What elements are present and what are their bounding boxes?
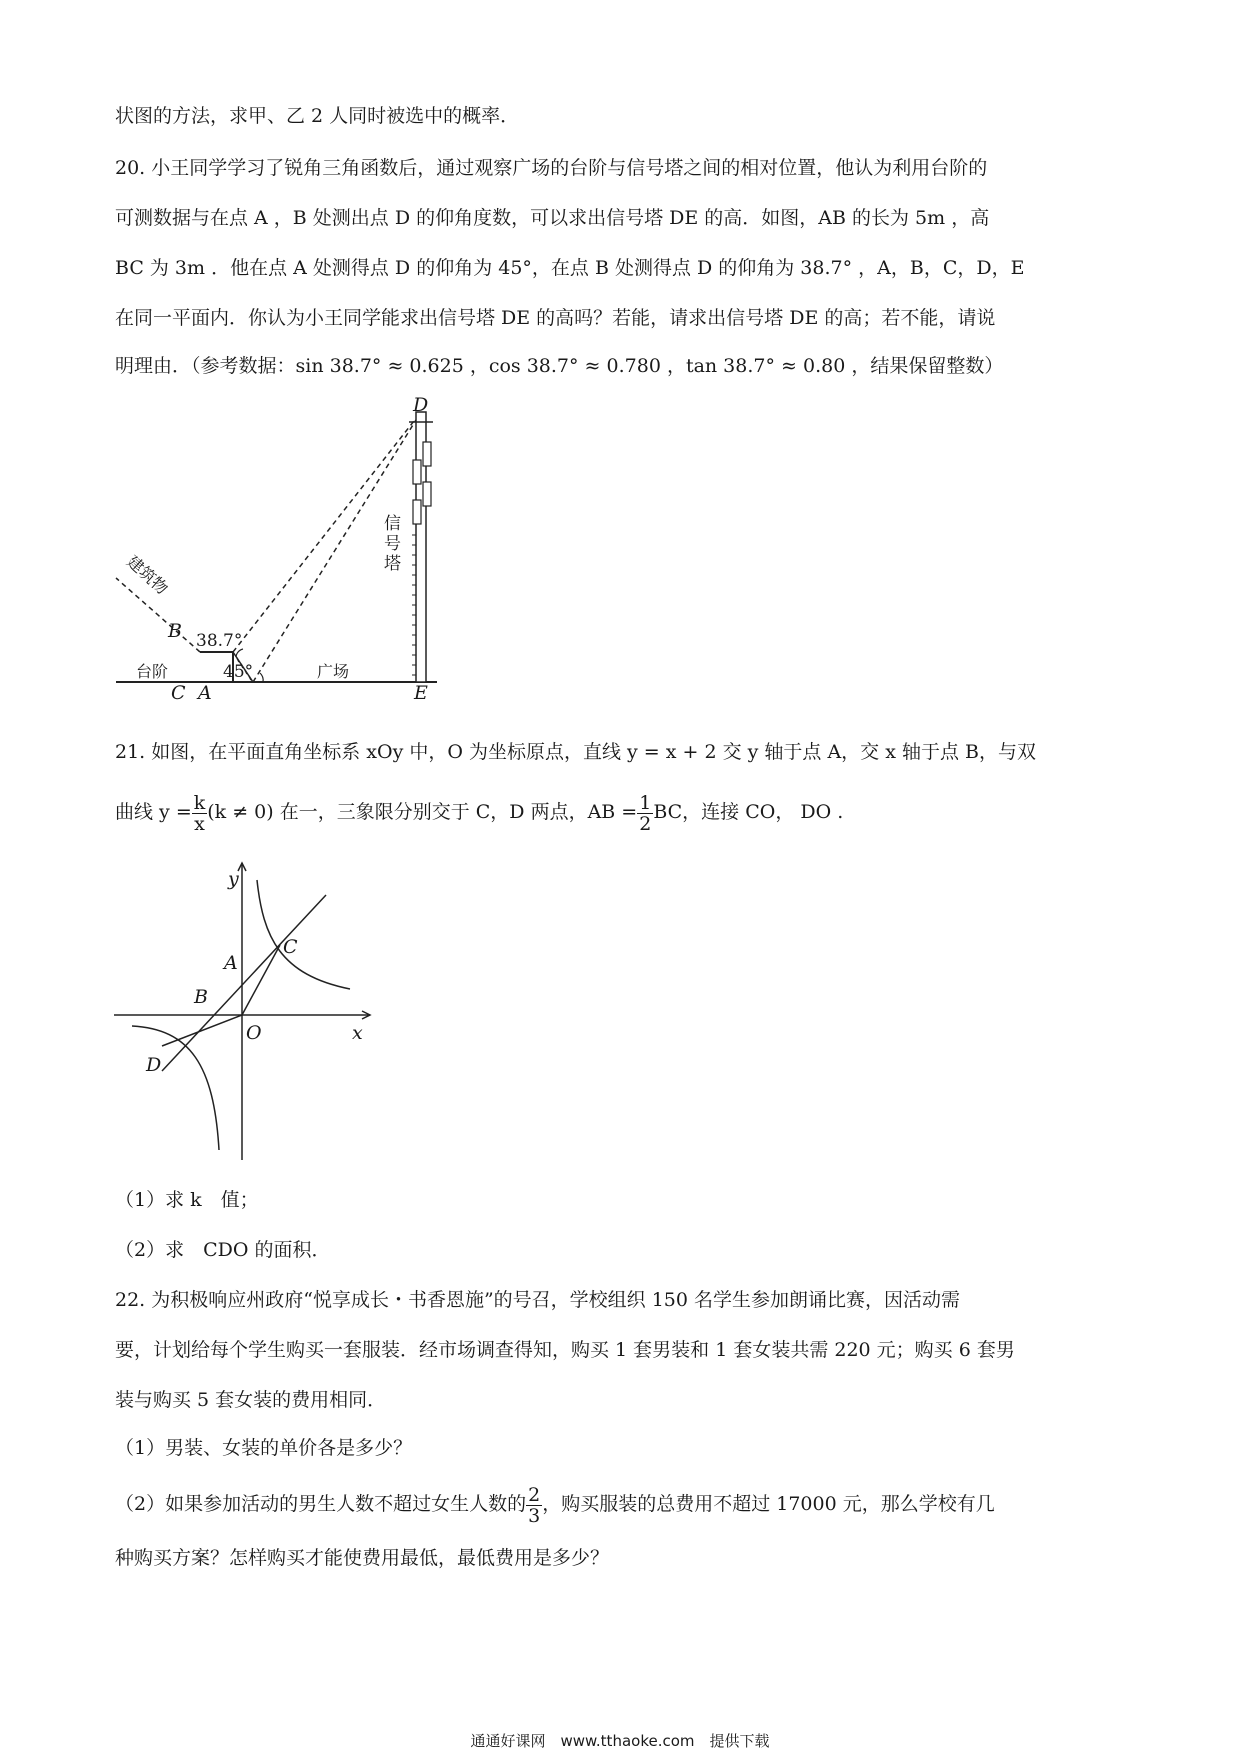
q21-line-1: 21. 如图，在平面直角坐标系 xOy 中，O 为坐标原点，直线 y = x + 2 交 y 轴于点 A，交 x 轴于点 B，与双 [115,741,1036,763]
label-b: B [194,986,208,1008]
label-e: E [414,682,428,704]
q20-line-2: 可测数据与在点 A ，B 处测出点 D 的仰角度数，可以求出信号塔 DE 的高．如图，AB 的长为 5m ，高 [115,207,990,229]
q21-sub-1: （1）求 k 值； [115,1189,259,1211]
label-c: C [283,936,298,958]
q21-line-2a: 曲线 y = [115,801,192,823]
line-y-eq-x-plus-2 [162,895,326,1071]
frac-num: 1 [639,791,652,814]
label-step: 台阶 [136,662,169,681]
q22-line-3: 装与购买 5 套女装的费用相同． [115,1389,387,1411]
label-a: A [198,682,212,704]
label-o: O [246,1022,262,1044]
label-tower-1: 信 [384,514,401,534]
tower-panel [413,500,421,524]
q20-line-5: 明理由．（参考数据：sin 38.7° ≈ 0.625 ，cos 38.7° ≈ 0.780 ，tan 38.7° ≈ 0.80 ，结果保留整数） [115,355,1004,377]
q21-line-2 [115,790,843,834]
q20-line-4: 在同一平面内．你认为小王同学能求出信号塔 DE 的高吗？若能，请求出信号塔 DE 的高；若不能，请说 [115,307,996,329]
q21-line-2b: (k ≠ 0) 在一，三象限分别交于 C，D 两点，AB = [207,801,638,823]
q20-figure [100,395,460,715]
q22-line-2: 要，计划给每个学生购买一套服装．经市场调查得知，购买 1 套男装和 1 套女装共需 220 元；购买 6 套男 [115,1339,1015,1361]
frac-den: 3 [528,1504,541,1527]
frac-den: x [194,812,205,835]
label-tower-2: 号 [384,534,401,554]
tower-panel [413,460,421,484]
q22-sub-2 [115,1482,995,1526]
fraction-k-over-x [192,793,208,834]
tower-panel [423,442,431,466]
q22-sub-2a: （2）如果参加活动的男生人数不超过女生人数的 [115,1493,527,1515]
q21-figure [100,855,390,1185]
segment-do [162,1015,242,1046]
q19-tail-text: 状图的方法，求甲、乙 2 人同时被选中的概率． [115,105,520,127]
label-d: D [146,1054,162,1076]
q21-sub-2: （2）求 CDO 的面积． [115,1239,331,1261]
footer-text: 通通好课网 www.tthaoke.com 提供下载 [470,1732,770,1750]
hyperbola-branch-2 [132,1026,219,1150]
q20-line-1: 20. 小王同学学习了锐角三角函数后，通过观察广场的台阶与信号塔之间的相对位置，他认为利用台阶的 [115,157,988,179]
q20-line-3: BC 为 3m ．他在点 A 处测得点 D 的仰角为 45°，在点 B 处测得点 D 的仰角为 38.7° ，A，B，C，D，E [115,257,1025,279]
q21-line-2c: BC，连接 CO， DO . [653,801,844,823]
q22-sub-2-line-2: 种购买方案？怎样购买才能使费用最低，最低费用是多少？ [115,1547,610,1569]
label-x: x [352,1022,363,1044]
label-c: C [171,682,186,704]
hyperbola-branch-1 [257,880,350,989]
q22-sub-1: （1）男装、女装的单价各是多少？ [115,1437,413,1459]
label-a: A [224,952,238,974]
label-y: y [228,868,239,890]
label-tower-3: 塔 [384,554,401,574]
label-b: B [168,620,182,642]
label-plaza: 广场 [317,662,350,681]
tower-panel [423,482,431,506]
angle-label-b: 38.7° [196,631,243,651]
q22-sub-2b: ，购买服装的总费用不超过 17000 元，那么学校有几 [542,1493,995,1515]
fraction-two-thirds [526,1485,542,1526]
label-building: 建筑物 [123,551,172,599]
frac-den: 2 [639,812,652,835]
frac-num: 2 [528,1483,541,1506]
angle-arc-a [260,673,263,682]
fraction-one-half [637,793,653,834]
q22-line-1: 22. 为积极响应州政府“悦享成长・书香恩施”的号召，学校组织 150 名学生参加朗诵比赛，因活动需 [115,1289,961,1311]
frac-num: k [193,791,206,814]
angle-label-a: 45° [223,662,254,682]
label-d: D [413,395,429,416]
